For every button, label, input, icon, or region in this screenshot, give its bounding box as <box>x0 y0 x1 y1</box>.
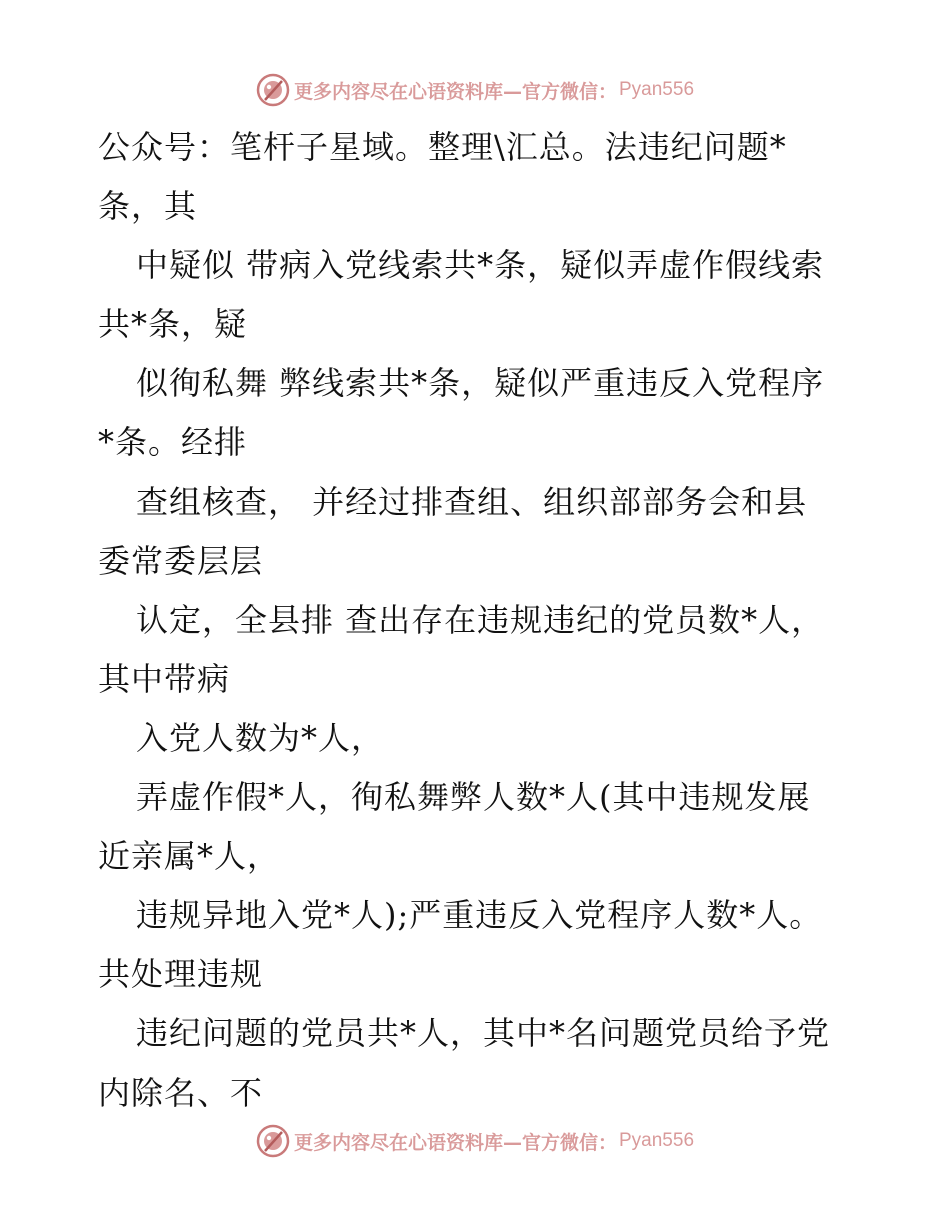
text-line: 查组核查， 并经过排查组、组织部部务会和县 <box>136 482 808 521</box>
seal-logo-icon <box>256 1124 290 1158</box>
text-line: 委常委层层 <box>98 541 264 580</box>
text-line: 入党人数为*人， <box>136 718 385 757</box>
text-line: 似徇私舞 弊线索共*条，疑似严重违反入党程序 <box>136 364 825 403</box>
text-line: 认定，全县排 查出存在违规违纪的党员数*人， <box>136 600 825 639</box>
seal-logo-icon <box>256 73 290 107</box>
text-line: 共*条，疑 <box>98 305 248 344</box>
banner-account: Pyan556 <box>619 1130 695 1151</box>
banner-text: 更多内容尽在心语资料库—官方微信： <box>293 1131 617 1154</box>
text-line: 内除名、不 <box>98 1073 264 1112</box>
text-line: 弄虚作假*人，徇私舞弊人数*人(其中违规发展 <box>136 778 811 817</box>
text-line: 其中带病 <box>98 659 231 698</box>
text-line: 公众号：笔杆子星域。整理\汇总。法违纪问题* <box>98 128 787 166</box>
text-line: 中疑似 带病入党线索共*条，疑似弄虚作假线索 <box>136 246 825 285</box>
text-line: 共处理违规 <box>98 955 264 994</box>
text-line: 违纪问题的党员共*人，其中*名问题党员给予党 <box>136 1014 831 1053</box>
banner-account: Pyan556 <box>619 79 695 100</box>
header-banner <box>0 70 950 110</box>
footer-banner <box>0 1121 950 1161</box>
document-body <box>98 118 888 1123</box>
text-line: 违规异地入党*人);严重违反入党程序人数*人。 <box>136 896 823 935</box>
text-line: 条，其 <box>98 187 198 226</box>
text-line: *条。经排 <box>98 423 248 462</box>
text-line: 近亲属*人， <box>98 837 281 876</box>
banner-text: 更多内容尽在心语资料库—官方微信： <box>293 80 617 103</box>
